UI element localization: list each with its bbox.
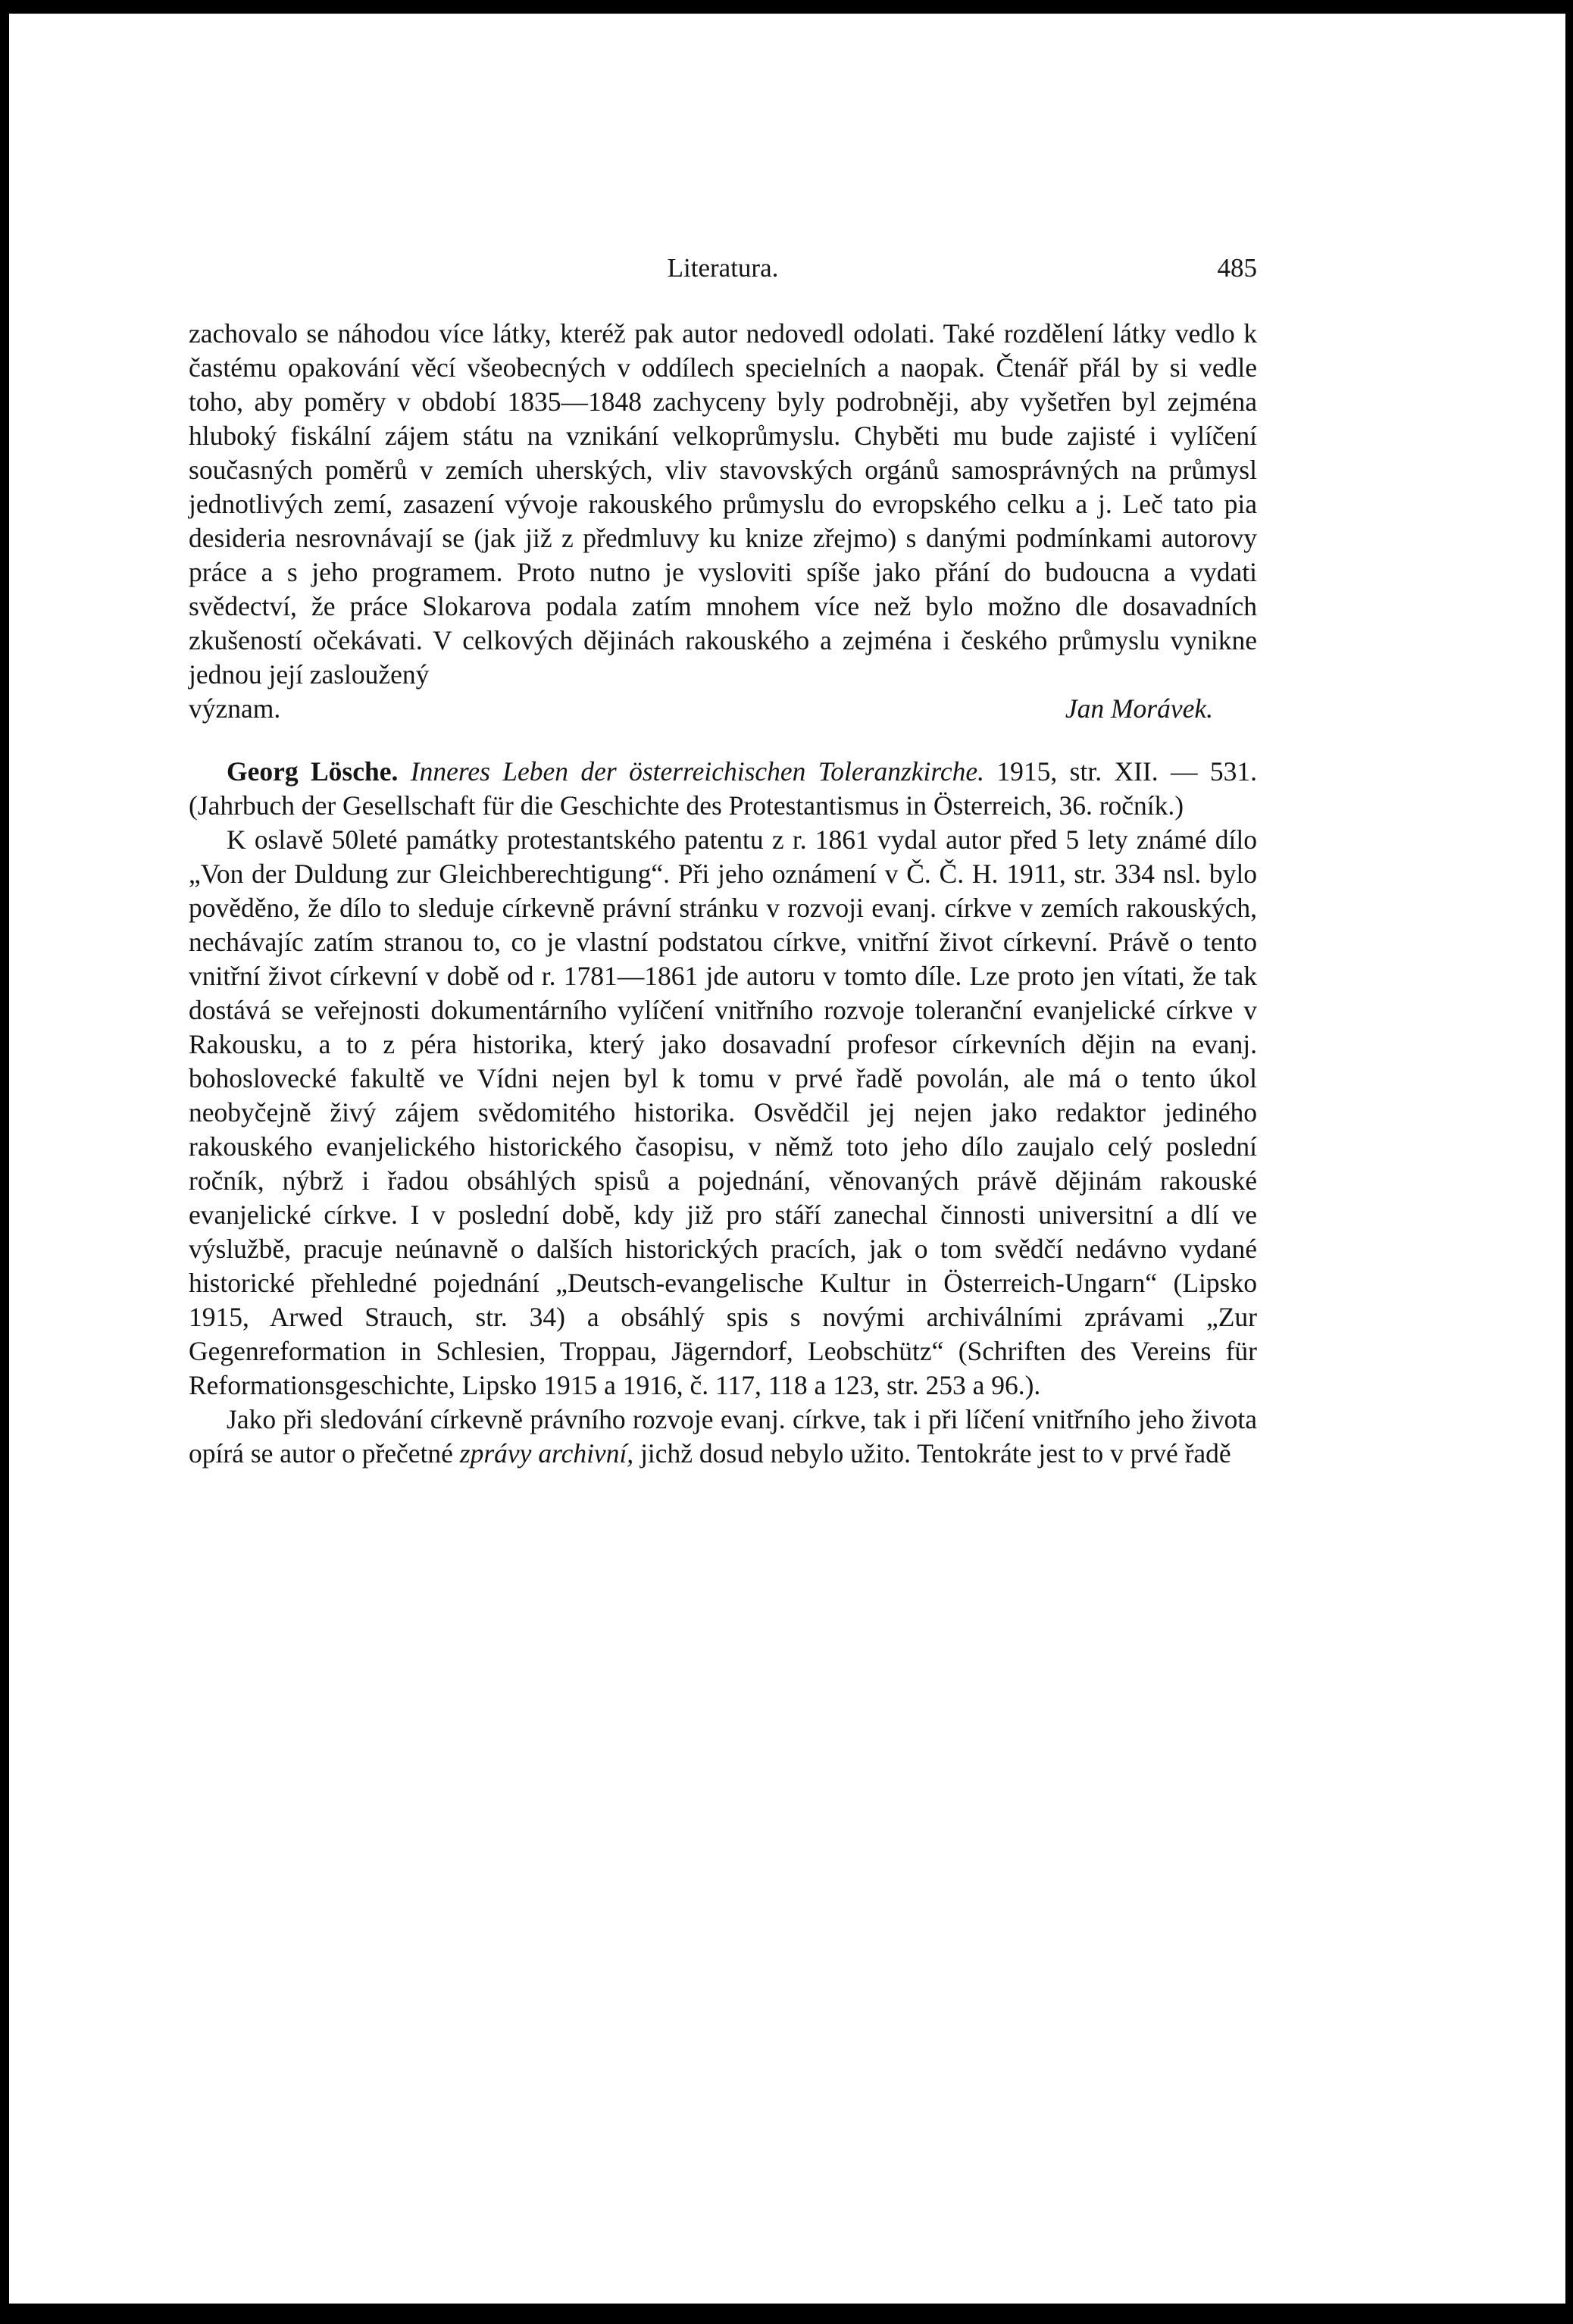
review-1-signature-line xyxy=(189,692,1257,726)
review-2-heading xyxy=(189,755,1257,823)
review-2-bibliography: 1915, str. XII. — 531. (Jahrbuch der Gesellschaft für die Geschichte des Protestantismus in Österreich, 36. ročník.) xyxy=(189,756,1257,821)
review-1-last-word: význam. xyxy=(189,693,281,724)
running-header xyxy=(189,246,1257,291)
page-content xyxy=(189,246,1257,1471)
page-number: 485 xyxy=(1217,253,1257,283)
review-1-paragraph xyxy=(189,317,1257,692)
review-2-emphasis: zprávy archivní, xyxy=(459,1438,634,1469)
review-2-paragraph-1 xyxy=(189,823,1257,1403)
reviewer-signature: Jan Morávek. xyxy=(1065,693,1213,724)
review-2-book-title: Inneres Leben der österreichischen Toleranzkirche. xyxy=(410,756,985,787)
review-2-paragraph-2-end: jichž dosud nebylo užito. Tentokráte jest to v prvé řadě xyxy=(640,1438,1231,1469)
book-page xyxy=(9,14,1565,2304)
review-2-paragraph-1-text: K oslavě 50leté památky protestantského patentu z r. 1861 vydal autor před 5 lety známé dílo „Von der Duldung zur Gleichberechtigung“. Při jeho oznámení v Č. Č. H. 1911, str. 334 nsl. bylo pověděno, že dílo to sleduje církevně právní stránku v rozvoji evanj. církve v zemích rakouských, nechávajíc zatím stranou to, co je vlastní podstatou církve, vnitřní život církevní. Právě o tento vnitřní život církevní v době od r. 1781—1861 jde autoru v tomto díle. Lze proto jen vítati, že tak dostává se veřejnosti dokumentárního vylíčení vnitřního rozvoje toleranční evanjelické církve v Rakousku, a to z péra historika, který jako dosavadní profesor církevních dějin na evanj. bohoslovecké fakultě ve Vídni nejen byl k tomu v prvé řadě povolán, ale má o tento úkol neobyčejně živý zájem svědomitého historika. Osvědčil jej nejen jako redaktor jediného rakouského evanjelického historického časopisu, v němž toto jeho dílo zaujalo celý poslední ročník, nýbrž i řadou obsáhlých spisů a pojednání, věnovaných právě dějinám rakouské evanjelické církve. I v poslední době, kdy již pro stáří zanechal činnosti universitní a dlí ve výslužbě, pracuje neúnavně o dalších historických pracích, jak o tom svědčí nedávno vydané historické přehledné pojednání „Deutsch-evangelische Kultur in Österreich-Ungarn“ (Lipsko 1915, Arwed Strauch, str. 34) a obsáhlý spis s novými archiválními zprávami „Zur Gegenreformation in Schlesien, Troppau, Jägerndorf, Leobschütz“ (Schriften des Vereins für Reformationsgeschichte, Lipsko 1915 a 1916, č. 117, 118 a 123, str. 253 a 96.). xyxy=(189,824,1257,1400)
review-2-author: Georg Lösche. xyxy=(227,756,399,787)
header-title: Literatura. xyxy=(667,253,779,283)
review-2-paragraph-2-start: Jako při sledování církevně právního rozvoje evanj. církve, tak i při líčení vnitřního jeho života opírá se autor o přečetné xyxy=(189,1404,1257,1469)
review-1-text: zachovalo se náhodou více látky, kteréž pak autor nedovedl odolati. Také rozdělení látky vedlo k častému opakování věcí všeobecných v oddílech specielních a naopak. Čtenář přál by si vedle toho, aby poměry v období 1835—1848 zachyceny byly podrobněji, aby vyšetřen byl zejména hluboký fiskální zájem státu na vznikání velkoprůmyslu. Chyběti mu bude zajisté i vylíčení současných poměrů v zemích uherských, vliv stavovských orgánů samosprávných na průmysl jednotlivých zemí, zasazení vývoje rakouského průmyslu do evropského celku a j. Leč tato pia desideria nesrovnávají se (jak již z předmluvy ku knize zřejmo) s danými podmínkami autorovy práce a s jeho programem. Proto nutno je vysloviti spíše jako přání do budoucna a vydati svědectví, že práce Slokarova podala zatím mnohem více než bylo možno dle dosavadních zkušeností očekávati. V celkových dějinách rakouského a zejména i českého průmyslu vynikne jednou její zasloužený xyxy=(189,318,1257,690)
review-2-paragraph-2 xyxy=(189,1403,1257,1471)
